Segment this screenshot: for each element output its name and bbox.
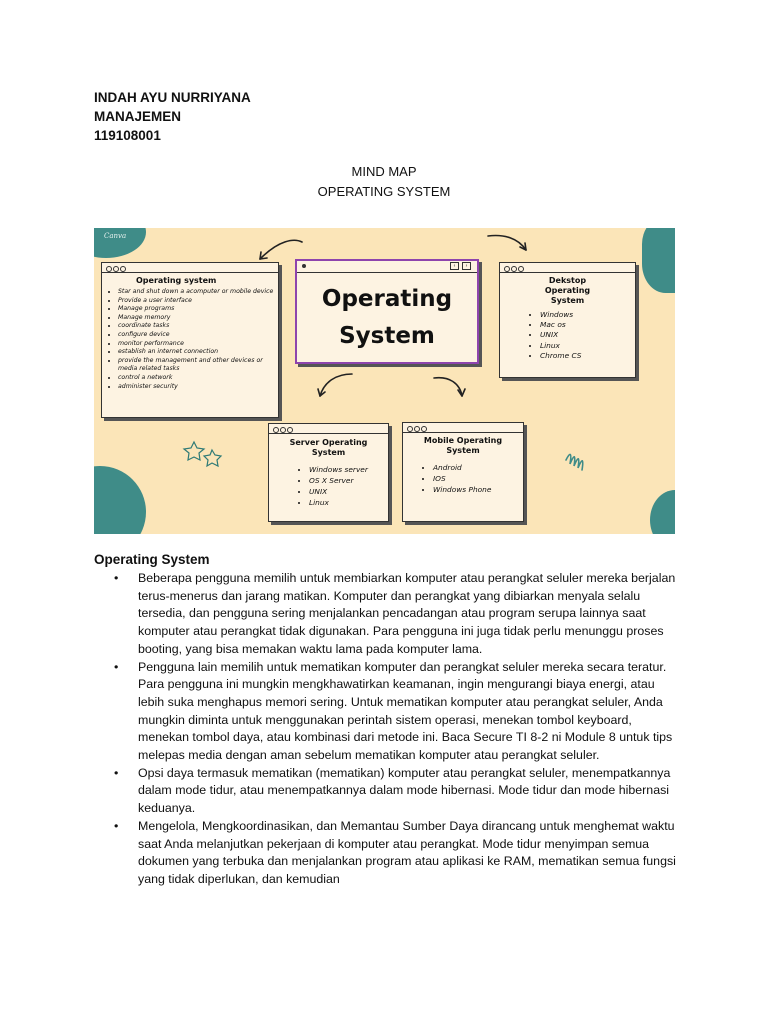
- list-item: • Manage memory: [118, 314, 278, 323]
- bullet-text: Pengguna lain memilih untuk mematikan komputer dan perangkat seluler mereka secara teratur. Para pengguna ini mungkin mengkhawatirkan keamanan, ingin mengurangi biaya energi, atau lebih suka menghapus memori sering. Untuk mematikan komputer atau perangkat seluler, Anda mungkin diminta untuk menggunakan perintah sistem operasi, menekan tombol keyboard, menekan tombol daya, atau kombinasi dari metode ini. Baca Secure TI 8-2 ni Module 8 untuk tips melepas media dengan aman sebelum mematikan komputer atau perangkat seluler.: [138, 659, 673, 763]
- title-line-1: MIND MAP: [351, 164, 417, 179]
- list-item: • configure device: [118, 331, 278, 340]
- center-title-line-2: System: [339, 323, 435, 349]
- list-item: • Star and shut down a acomputer or mobile device: [118, 288, 278, 297]
- list-item: • Mac os: [540, 320, 635, 330]
- author-name: INDAH AYU NURRIYANA: [94, 90, 251, 105]
- window-operating-system: [101, 262, 279, 418]
- author-student-id: 119108001: [94, 128, 161, 143]
- bullet-icon: •: [114, 818, 119, 833]
- list-item: • Android: [433, 462, 523, 473]
- window-list: [403, 462, 523, 495]
- window-list: [269, 464, 388, 508]
- bullet-text: Mengelola, Mengkoordinasikan, dan Memantau Sumber Daya dirancang untuk menghemat waktu saat Anda melanjutkan pekerjaan di komputer atau perangkat. Mode tidur menyimpan semua dokumen yang terbuka dan menjalankan program atau aplikasi ke RAM, mematikan semua fungsi yang tidak diperlukan, dan kemudian: [138, 818, 676, 886]
- window-server-os: [268, 423, 389, 522]
- list-item: • Windows Phone: [433, 484, 523, 495]
- list-item: • monitor performance: [118, 340, 278, 349]
- list-item: • control a network: [118, 374, 278, 383]
- window-mobile-os: [402, 422, 524, 522]
- list-item: • UNIX: [540, 330, 635, 340]
- mind-map-image: [94, 228, 675, 534]
- section-title: Operating System: [94, 552, 210, 567]
- window-list: [500, 310, 635, 361]
- list-item: • Linux: [309, 497, 388, 508]
- list-item: • coordinate tasks: [118, 322, 278, 331]
- author-block: [94, 88, 251, 145]
- list-item: • Chrome CS: [540, 351, 635, 361]
- bullet-icon: •: [114, 571, 119, 585]
- author-department: MANAJEMEN: [94, 109, 182, 124]
- bullet-icon: •: [114, 659, 119, 674]
- star-icon: [204, 450, 221, 466]
- list-item: • Windows server: [309, 464, 388, 475]
- squiggle-icon: [566, 454, 583, 470]
- list-item: [94, 570, 684, 659]
- window-list: [102, 288, 278, 391]
- list-item: • UNIX: [309, 486, 388, 497]
- center-title-line-1: Operating: [321, 286, 453, 312]
- canva-watermark: Canva: [104, 232, 127, 240]
- curved-arrow-icon: [260, 240, 302, 259]
- window-title: Dekstop Operating System: [544, 276, 591, 305]
- bullet-icon: •: [114, 765, 119, 780]
- document-title: [0, 162, 768, 202]
- list-item: • IOS: [433, 473, 523, 484]
- curved-arrow-icon: [434, 378, 462, 396]
- list-item: [94, 818, 684, 889]
- list-item: • provide the management and other devices or media related tasks: [118, 357, 278, 374]
- list-item: • Manage programs: [118, 305, 278, 314]
- window-center-title: ‹ › Operating System: [295, 259, 479, 364]
- bullet-text: Opsi daya termasuk mematikan (mematikan) komputer atau perangkat seluler, menempatkannya dalam mode tidur, atau menempatkannya dalam mode hibernasi. Mode tidur dan mode hibernasi keduanya.: [138, 765, 671, 816]
- window-title: Operating system: [136, 276, 217, 285]
- bullet-text: Beberapa pengguna memilih untuk membiarkan komputer atau perangkat seluler mereka berjalan terus-menerus dan jarang matikan. Komputer dan perangkat yang dibiarkan menyala selalu tersedia, dan pengguna sering menjalankan pencadangan atau program serupa lainnya saat komputer atau perangkat tidak digunakan. Para pengguna ini juga tidak perlu menunggu proses booting, yang bisa memakan waktu lama pada komputer lama.: [138, 571, 676, 656]
- bullet-list: [94, 570, 684, 889]
- window-title: Mobile Operating System: [423, 436, 503, 455]
- list-item: [94, 659, 684, 765]
- star-icon: [184, 442, 204, 460]
- window-title: Server Operating System: [289, 438, 368, 457]
- list-item: [94, 765, 684, 818]
- list-item: • Windows: [540, 310, 635, 320]
- list-item: • establish an internet connection: [118, 348, 278, 357]
- list-item: • administer security: [118, 383, 278, 392]
- list-item: • Provide a user interface: [118, 297, 278, 306]
- title-line-2: OPERATING SYSTEM: [317, 184, 451, 199]
- list-item: • OS X Server: [309, 475, 388, 486]
- window-desktop-os: [499, 262, 636, 378]
- list-item: • Linux: [540, 341, 635, 351]
